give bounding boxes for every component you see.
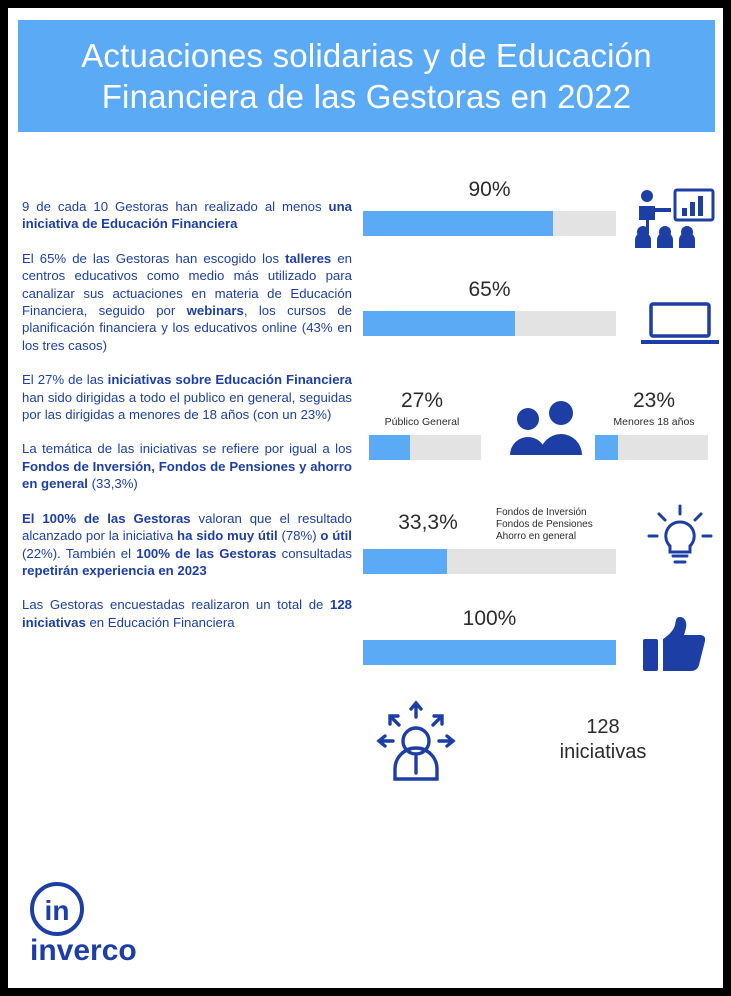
caption-tematica	[496, 507, 626, 543]
inverco-logo-mark	[30, 882, 84, 936]
bar-fill-100	[363, 640, 616, 665]
laptop-icon	[641, 300, 719, 350]
bar-track-100	[363, 640, 616, 665]
caption-menores-18: Menores 18 años	[613, 416, 695, 428]
infographic-page	[8, 8, 723, 988]
total-initiatives-word: iniciativas	[559, 741, 647, 763]
bar-track-27	[369, 435, 481, 460]
value-label-27: 27%	[400, 389, 444, 412]
chart-block-valoracion	[363, 607, 713, 683]
bar-fill-27	[369, 435, 410, 460]
inverco-logo	[30, 882, 180, 970]
thumbs-up-icon	[643, 615, 705, 675]
bar-track-23	[595, 435, 708, 460]
total-initiatives	[503, 715, 703, 765]
caption-tematica-line-1: Fondos de Inversión	[496, 507, 587, 518]
value-label-100: 100%	[462, 607, 517, 630]
svg-text:in: in	[44, 895, 70, 926]
value-label-65: 65%	[468, 278, 511, 301]
lightbulb-idea-icon	[645, 504, 715, 574]
chart-column	[363, 178, 713, 787]
bar-fill-65	[363, 311, 515, 336]
paragraph-4: La temática de las iniciativas se refiere por igual a los Fondos de Inversión, Fondos de Pensiones y ahorro en general (33,3%)	[22, 441, 352, 492]
chart-block-total	[363, 697, 713, 787]
person-arrows-icon	[371, 697, 461, 781]
bar-track-333	[363, 549, 616, 574]
bar-track-90	[363, 211, 616, 236]
page-title: Actuaciones solidarias y de Educación Financiera de las Gestoras en 2022	[81, 37, 652, 115]
chart-block-iniciativa-ef	[363, 178, 713, 250]
bar-track-65	[363, 311, 616, 336]
bar-fill-23	[595, 435, 618, 460]
chart-block-tematica	[363, 499, 713, 583]
two-people-icon	[506, 399, 594, 457]
value-label-90: 90%	[468, 178, 511, 201]
bar-fill-333	[363, 549, 447, 574]
presentation-chart-people-icon	[635, 188, 715, 250]
value-label-23: 23%	[632, 389, 676, 412]
header-banner	[18, 20, 715, 132]
text-column	[22, 198, 352, 648]
total-initiatives-number: 128	[586, 716, 620, 738]
paragraph-3: El 27% de las iniciativas sobre Educación Financiera han sido dirigidas a todo el publico en general, seguidas por las dirigidas a menores de 18 años (con un 23%)	[22, 372, 352, 423]
caption-publico-general: Público General	[384, 416, 460, 428]
inverco-logo-text: inverco	[30, 934, 137, 967]
value-label-333: 33,3%	[398, 511, 458, 534]
paragraph-6: Las Gestoras encuestadas realizaron un total de 128 iniciativas en Educación Financiera	[22, 597, 352, 630]
caption-tematica-line-2: Fondos de Pensiones	[496, 519, 593, 530]
chart-block-talleres	[363, 278, 713, 363]
chart-block-publico	[363, 389, 713, 469]
paragraph-5: El 100% de las Gestoras valoran que el resultado alcanzado por la iniciativa ha sido muy útil (78%) o útil (22%). También el 100% de las Gestoras consultadas repetirán experiencia en 2023	[22, 510, 352, 578]
caption-tematica-line-3: Ahorro en general	[496, 531, 577, 542]
paragraph-2: El 65% de las Gestoras han escogido los talleres en centros educativos como medio más utilizado para canalizar sus actuaciones en materia de Educación Financiera, seguido por webinars, los cursos de planificación financiera y los educativos online (43% en los tres casos)	[22, 250, 352, 353]
paragraph-1: 9 de cada 10 Gestoras han realizado al menos una iniciativa de Educación Financiera	[22, 199, 352, 232]
bar-fill-90	[363, 211, 553, 236]
